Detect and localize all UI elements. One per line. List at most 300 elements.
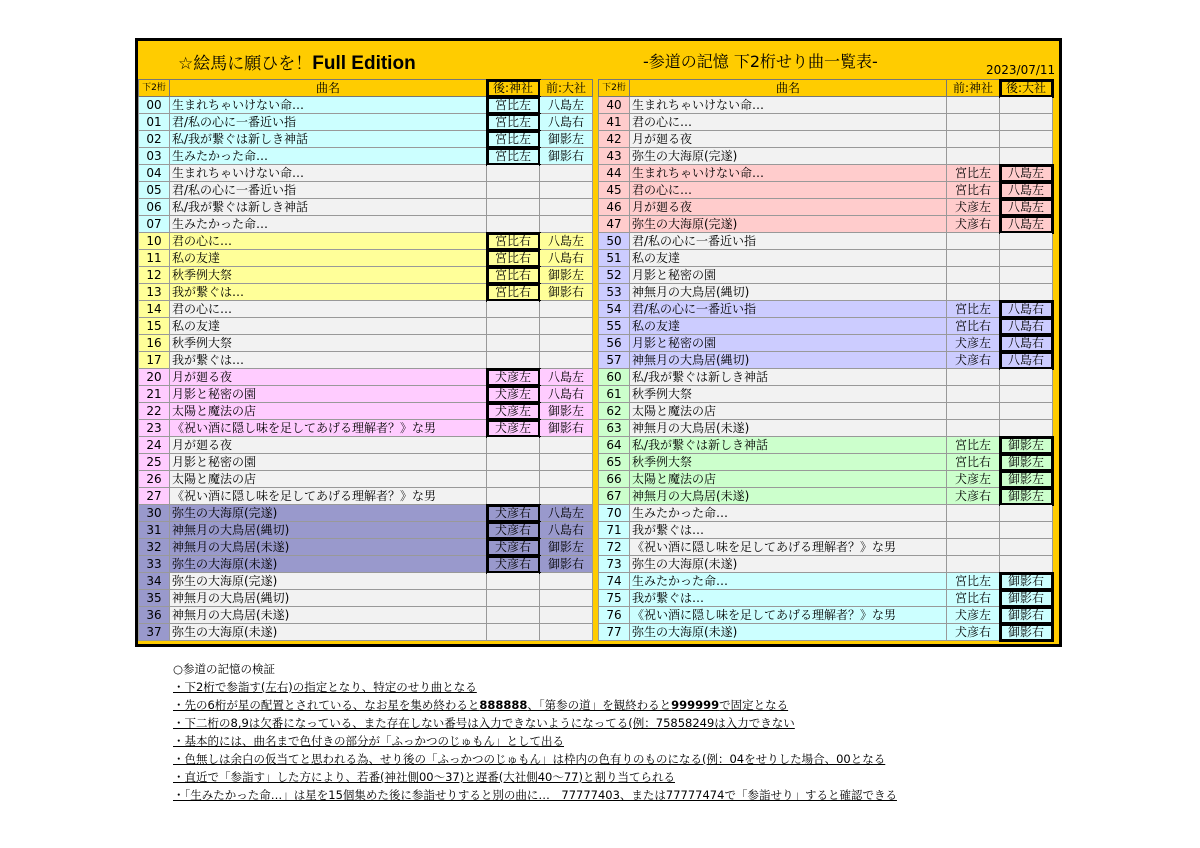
column-b-value: 御影右 bbox=[1000, 607, 1053, 624]
row-number: 06 bbox=[139, 199, 170, 216]
right-song-table bbox=[598, 79, 1053, 641]
column-b-value bbox=[1000, 284, 1053, 301]
song-name: 弥生の大海原(未遂) bbox=[630, 624, 947, 641]
song-name: 太陽と魔法の店 bbox=[170, 471, 487, 488]
column-a-value: 宮比左 bbox=[487, 148, 540, 165]
row-number: 51 bbox=[599, 250, 630, 267]
column-b-value: 御影左 bbox=[540, 403, 593, 420]
column-a-value bbox=[487, 454, 540, 471]
table-row bbox=[599, 556, 1053, 573]
column-b-value bbox=[540, 318, 593, 335]
column-a-value bbox=[947, 233, 1000, 250]
column-a-value bbox=[947, 386, 1000, 403]
table-row bbox=[599, 369, 1053, 386]
column-b-value bbox=[1000, 369, 1053, 386]
column-a-value: 犬彦右 bbox=[487, 556, 540, 573]
table-row bbox=[139, 284, 593, 301]
table-row bbox=[139, 471, 593, 488]
row-number: 71 bbox=[599, 522, 630, 539]
column-b-value bbox=[540, 301, 593, 318]
column-a-value bbox=[947, 267, 1000, 284]
column-a-value: 犬彦右 bbox=[487, 539, 540, 556]
song-name: 我が繋ぐは… bbox=[630, 590, 947, 607]
note-line bbox=[173, 750, 897, 768]
column-a-value bbox=[487, 590, 540, 607]
column-a-value: 犬彦右 bbox=[947, 352, 1000, 369]
song-name: 神無月の大鳥居(縄切) bbox=[630, 284, 947, 301]
column-a-value bbox=[487, 335, 540, 352]
column-a-value bbox=[487, 488, 540, 505]
song-name: 生まれちゃいけない命… bbox=[170, 97, 487, 114]
column-b-value: 八島右 bbox=[540, 114, 593, 131]
column-b-value: 八島右 bbox=[540, 522, 593, 539]
table-row bbox=[599, 539, 1053, 556]
table-row bbox=[599, 573, 1053, 590]
row-number: 03 bbox=[139, 148, 170, 165]
note-text: ・色無しは余白の仮当てと思われる為、せり後の「ふっかつのじゅもん」は枠内の色有りのものになる(例：04をせりした場合、00となる bbox=[173, 752, 886, 766]
column-a-value bbox=[947, 284, 1000, 301]
column-a-value bbox=[487, 624, 540, 641]
row-number: 13 bbox=[139, 284, 170, 301]
column-b-value bbox=[540, 454, 593, 471]
row-number: 64 bbox=[599, 437, 630, 454]
table-row bbox=[139, 437, 593, 454]
table-row bbox=[139, 488, 593, 505]
table-row bbox=[139, 369, 593, 386]
table-row bbox=[139, 335, 593, 352]
column-b-value: 御影右 bbox=[1000, 624, 1053, 641]
column-b-value bbox=[540, 165, 593, 182]
row-number: 17 bbox=[139, 352, 170, 369]
column-b-value bbox=[1000, 505, 1053, 522]
table-row bbox=[599, 522, 1053, 539]
song-name: 神無月の大鳥居(未遂) bbox=[170, 539, 487, 556]
left-song-table bbox=[138, 79, 593, 641]
song-name: 生みたかった命… bbox=[170, 216, 487, 233]
table-row bbox=[599, 131, 1053, 148]
table-row bbox=[599, 386, 1053, 403]
column-a-value bbox=[947, 131, 1000, 148]
row-number: 31 bbox=[139, 522, 170, 539]
table-row bbox=[139, 556, 593, 573]
table-row bbox=[139, 97, 593, 114]
song-name: 弥生の大海原(未遂) bbox=[170, 556, 487, 573]
row-number: 10 bbox=[139, 233, 170, 250]
row-number: 40 bbox=[599, 97, 630, 114]
row-number: 01 bbox=[139, 114, 170, 131]
song-name: 私/我が繋ぐは新しき神話 bbox=[170, 199, 487, 216]
column-a-value: 犬彦左 bbox=[947, 607, 1000, 624]
row-number: 70 bbox=[599, 505, 630, 522]
right-table bbox=[598, 79, 1053, 641]
column-a-value bbox=[947, 420, 1000, 437]
song-name: 月が廻る夜 bbox=[630, 199, 947, 216]
song-name: 月が廻る夜 bbox=[630, 131, 947, 148]
song-list-sheet bbox=[135, 38, 1062, 647]
column-b-value bbox=[540, 352, 593, 369]
column-a-value bbox=[947, 505, 1000, 522]
column-a-value bbox=[487, 182, 540, 199]
song-name: 神無月の大鳥居(未遂) bbox=[630, 488, 947, 505]
table-row bbox=[599, 284, 1053, 301]
row-number: 27 bbox=[139, 488, 170, 505]
column-b-value: 御影右 bbox=[540, 148, 593, 165]
song-name: 弥生の大海原(完遂) bbox=[630, 148, 947, 165]
table-row bbox=[139, 420, 593, 437]
row-number: 05 bbox=[139, 182, 170, 199]
song-name: 弥生の大海原(未遂) bbox=[170, 624, 487, 641]
column-a-value: 宮比右 bbox=[487, 267, 540, 284]
table-row bbox=[139, 624, 593, 641]
column-b-value: 八島右 bbox=[540, 250, 593, 267]
column-header-song: 曲名 bbox=[170, 80, 487, 97]
column-a-value: 犬彦右 bbox=[947, 216, 1000, 233]
column-a-value: 犬彦左 bbox=[487, 369, 540, 386]
column-b-value bbox=[1000, 386, 1053, 403]
table-row bbox=[599, 233, 1053, 250]
row-number: 52 bbox=[599, 267, 630, 284]
row-number: 33 bbox=[139, 556, 170, 573]
column-b-value: 御影右 bbox=[540, 556, 593, 573]
column-a-value: 犬彦左 bbox=[947, 335, 1000, 352]
table-row bbox=[139, 539, 593, 556]
table-row bbox=[139, 182, 593, 199]
song-name: 秋季例大祭 bbox=[630, 386, 947, 403]
song-name: 秋季例大祭 bbox=[630, 454, 947, 471]
column-a-value: 犬彦左 bbox=[947, 199, 1000, 216]
column-b-value bbox=[1000, 148, 1053, 165]
table-row bbox=[139, 250, 593, 267]
song-name: 我が繋ぐは… bbox=[170, 284, 487, 301]
column-b-value: 八島右 bbox=[1000, 352, 1053, 369]
table-row bbox=[139, 148, 593, 165]
header-row bbox=[599, 80, 1053, 97]
column-b-value: 八島右 bbox=[1000, 301, 1053, 318]
table-row bbox=[139, 233, 593, 250]
column-header-number: 下2桁 bbox=[139, 80, 170, 97]
table-row bbox=[599, 165, 1053, 182]
row-number: 36 bbox=[139, 607, 170, 624]
song-name: 《祝い酒に隠し味を足してあげる理解者？》な男 bbox=[630, 539, 947, 556]
column-b-value bbox=[1000, 97, 1053, 114]
column-a-value: 犬彦右 bbox=[947, 624, 1000, 641]
column-b-value bbox=[540, 335, 593, 352]
column-b-value: 御影右 bbox=[1000, 573, 1053, 590]
column-b-value: 御影右 bbox=[540, 284, 593, 301]
title-text: ☆絵馬に願ひを！ bbox=[178, 54, 313, 74]
table-row bbox=[139, 131, 593, 148]
row-number: 37 bbox=[139, 624, 170, 641]
note-text: で固定となる bbox=[719, 698, 789, 712]
table-row bbox=[599, 471, 1053, 488]
row-number: 30 bbox=[139, 505, 170, 522]
column-a-value bbox=[947, 522, 1000, 539]
row-number: 14 bbox=[139, 301, 170, 318]
column-a-value bbox=[487, 607, 540, 624]
song-name: 我が繋ぐは… bbox=[170, 352, 487, 369]
table-row bbox=[139, 454, 593, 471]
row-number: 00 bbox=[139, 97, 170, 114]
row-number: 74 bbox=[599, 573, 630, 590]
column-a-value: 宮比左 bbox=[947, 573, 1000, 590]
song-name: 弥生の大海原(完遂) bbox=[630, 216, 947, 233]
row-number: 56 bbox=[599, 335, 630, 352]
note-line bbox=[173, 786, 897, 804]
row-number: 07 bbox=[139, 216, 170, 233]
table-row bbox=[599, 250, 1053, 267]
column-header-song: 曲名 bbox=[630, 80, 947, 97]
column-b-value bbox=[1000, 556, 1053, 573]
sheet-date: 2023/07/11 bbox=[986, 63, 1056, 77]
column-b-value: 八島右 bbox=[1000, 318, 1053, 335]
table-row bbox=[139, 318, 593, 335]
row-number: 54 bbox=[599, 301, 630, 318]
notes-section bbox=[173, 660, 897, 804]
column-a-value: 宮比左 bbox=[487, 131, 540, 148]
column-b-value bbox=[540, 182, 593, 199]
row-number: 50 bbox=[599, 233, 630, 250]
table-row bbox=[599, 97, 1053, 114]
column-b-value bbox=[540, 199, 593, 216]
row-number: 04 bbox=[139, 165, 170, 182]
column-a-value bbox=[947, 97, 1000, 114]
song-name: 神無月の大鳥居(縄切) bbox=[170, 590, 487, 607]
column-a-value bbox=[487, 216, 540, 233]
column-a-value: 宮比右 bbox=[487, 233, 540, 250]
song-name: 生まれちゃいけない命… bbox=[630, 165, 947, 182]
table-row bbox=[599, 182, 1053, 199]
song-name: 《祝い酒に隠し味を足してあげる理解者？》な男 bbox=[170, 488, 487, 505]
table-row bbox=[139, 505, 593, 522]
song-name: 君/私の心に一番近い指 bbox=[630, 301, 947, 318]
row-number: 63 bbox=[599, 420, 630, 437]
column-header-b: 後:大社 bbox=[1000, 80, 1053, 97]
column-a-value: 犬彦左 bbox=[487, 420, 540, 437]
row-number: 55 bbox=[599, 318, 630, 335]
column-b-value bbox=[540, 216, 593, 233]
table-row bbox=[599, 403, 1053, 420]
song-name: 生まれちゃいけない命… bbox=[170, 165, 487, 182]
column-b-value: 御影右 bbox=[1000, 590, 1053, 607]
song-name: 私/我が繋ぐは新しき神話 bbox=[630, 437, 947, 454]
column-a-value bbox=[487, 301, 540, 318]
column-b-value bbox=[540, 624, 593, 641]
song-name: 秋季例大祭 bbox=[170, 267, 487, 284]
table-row bbox=[139, 114, 593, 131]
table-row bbox=[599, 352, 1053, 369]
column-b-value bbox=[1000, 267, 1053, 284]
song-name: 弥生の大海原(完遂) bbox=[170, 573, 487, 590]
row-number: 65 bbox=[599, 454, 630, 471]
column-a-value: 犬彦左 bbox=[487, 403, 540, 420]
song-name: 私の友達 bbox=[630, 250, 947, 267]
column-a-value: 宮比左 bbox=[947, 437, 1000, 454]
table-row bbox=[139, 352, 593, 369]
table-row bbox=[139, 386, 593, 403]
column-b-value: 八島右 bbox=[1000, 335, 1053, 352]
row-number: 60 bbox=[599, 369, 630, 386]
row-number: 76 bbox=[599, 607, 630, 624]
song-name: 月影と秘密の園 bbox=[170, 386, 487, 403]
column-b-value bbox=[1000, 539, 1053, 556]
note-line bbox=[173, 696, 897, 714]
song-name: 生みたかった命… bbox=[630, 505, 947, 522]
column-b-value: 御影左 bbox=[1000, 454, 1053, 471]
note-text: 888888 bbox=[479, 698, 528, 712]
column-a-value bbox=[487, 352, 540, 369]
row-number: 15 bbox=[139, 318, 170, 335]
song-name: 君の心に… bbox=[630, 182, 947, 199]
column-b-value: 八島左 bbox=[1000, 182, 1053, 199]
row-number: 73 bbox=[599, 556, 630, 573]
column-b-value bbox=[540, 488, 593, 505]
song-name: 私の友達 bbox=[170, 250, 487, 267]
column-header-a: 前:神社 bbox=[947, 80, 1000, 97]
column-a-value bbox=[487, 318, 540, 335]
row-number: 34 bbox=[139, 573, 170, 590]
song-name: 弥生の大海原(完遂) bbox=[170, 505, 487, 522]
song-name: 太陽と魔法の店 bbox=[630, 471, 947, 488]
row-number: 72 bbox=[599, 539, 630, 556]
column-a-value: 宮比右 bbox=[947, 590, 1000, 607]
row-number: 26 bbox=[139, 471, 170, 488]
column-header-a: 後:神社 bbox=[487, 80, 540, 97]
table-row bbox=[599, 488, 1053, 505]
row-number: 62 bbox=[599, 403, 630, 420]
table-row bbox=[599, 454, 1053, 471]
row-number: 66 bbox=[599, 471, 630, 488]
table-row bbox=[139, 573, 593, 590]
song-name: 生みたかった命… bbox=[630, 573, 947, 590]
table-row bbox=[139, 216, 593, 233]
song-name: 《祝い酒に隠し味を足してあげる理解者？》な男 bbox=[170, 420, 487, 437]
song-name: 生みたかった命… bbox=[170, 148, 487, 165]
row-number: 35 bbox=[139, 590, 170, 607]
column-b-value: 八島左 bbox=[1000, 216, 1053, 233]
song-name: 私/我が繋ぐは新しき神話 bbox=[630, 369, 947, 386]
column-a-value bbox=[947, 114, 1000, 131]
song-name: 私/我が繋ぐは新しき神話 bbox=[170, 131, 487, 148]
notes-heading: ○参道の記憶の検証 bbox=[173, 662, 276, 676]
table-row bbox=[599, 437, 1053, 454]
row-number: 12 bbox=[139, 267, 170, 284]
song-name: 君の心に… bbox=[170, 233, 487, 250]
column-a-value: 宮比左 bbox=[487, 114, 540, 131]
row-number: 25 bbox=[139, 454, 170, 471]
song-name: 君/私の心に一番近い指 bbox=[630, 233, 947, 250]
column-b-value bbox=[540, 607, 593, 624]
sheet-title bbox=[178, 49, 416, 75]
table-row bbox=[139, 165, 593, 182]
note-text: ・「生みたかった命…」は星を15個集めた後に参詣せりすると別の曲に… 77777403、または77777474で「参詣せり」すると確認できる bbox=[173, 788, 897, 802]
note-text: ・直近で「参詣す」した方により、若番(神社側00～37)と遅番(大社側40～77)と割り当てられる bbox=[173, 770, 675, 784]
column-a-value: 宮比右 bbox=[947, 182, 1000, 199]
column-a-value: 宮比左 bbox=[487, 97, 540, 114]
song-name: 太陽と魔法の店 bbox=[630, 403, 947, 420]
table-row bbox=[599, 199, 1053, 216]
column-header-number: 下2桁 bbox=[599, 80, 630, 97]
column-b-value bbox=[1000, 522, 1053, 539]
column-b-value bbox=[1000, 131, 1053, 148]
song-name: 秋季例大祭 bbox=[170, 335, 487, 352]
column-b-value bbox=[540, 437, 593, 454]
song-name: 私の友達 bbox=[170, 318, 487, 335]
column-a-value: 犬彦左 bbox=[947, 471, 1000, 488]
column-a-value: 宮比右 bbox=[947, 454, 1000, 471]
row-number: 42 bbox=[599, 131, 630, 148]
table-row bbox=[599, 267, 1053, 284]
column-b-value: 御影左 bbox=[540, 267, 593, 284]
note-line bbox=[173, 714, 897, 732]
table-row bbox=[139, 590, 593, 607]
column-b-value: 御影右 bbox=[540, 420, 593, 437]
table-row bbox=[599, 148, 1053, 165]
song-name: 私の友達 bbox=[630, 318, 947, 335]
table-row bbox=[599, 624, 1053, 641]
sheet-subtitle: -参道の記憶 下2桁せり曲一覧表- bbox=[643, 52, 878, 71]
column-a-value bbox=[487, 437, 540, 454]
table-row bbox=[599, 301, 1053, 318]
column-a-value: 犬彦右 bbox=[947, 488, 1000, 505]
column-a-value: 犬彦左 bbox=[487, 386, 540, 403]
song-name: 神無月の大鳥居(未遂) bbox=[170, 607, 487, 624]
note-text: ・基本的には、曲名まで色付きの部分が「ふっかつのじゅもん」として出る bbox=[173, 734, 564, 748]
song-name: 生まれちゃいけない命… bbox=[630, 97, 947, 114]
column-b-value: 八島左 bbox=[540, 369, 593, 386]
column-a-value: 犬彦右 bbox=[487, 505, 540, 522]
row-number: 22 bbox=[139, 403, 170, 420]
column-a-value bbox=[947, 539, 1000, 556]
table-row bbox=[599, 420, 1053, 437]
song-name: 月影と秘密の園 bbox=[630, 267, 947, 284]
table-row bbox=[599, 216, 1053, 233]
column-b-value: 御影左 bbox=[1000, 437, 1053, 454]
note-text: 999999 bbox=[671, 698, 720, 712]
column-b-value: 八島左 bbox=[1000, 199, 1053, 216]
column-b-value bbox=[1000, 250, 1053, 267]
header-row bbox=[139, 80, 593, 97]
row-number: 32 bbox=[139, 539, 170, 556]
row-number: 61 bbox=[599, 386, 630, 403]
left-table bbox=[138, 79, 593, 641]
note-line bbox=[173, 732, 897, 750]
row-number: 24 bbox=[139, 437, 170, 454]
row-number: 53 bbox=[599, 284, 630, 301]
row-number: 23 bbox=[139, 420, 170, 437]
table-row bbox=[139, 607, 593, 624]
song-name: 神無月の大鳥居(未遂) bbox=[630, 420, 947, 437]
row-number: 44 bbox=[599, 165, 630, 182]
song-name: 神無月の大鳥居(縄切) bbox=[170, 522, 487, 539]
table-row bbox=[139, 199, 593, 216]
row-number: 47 bbox=[599, 216, 630, 233]
table-row bbox=[139, 403, 593, 420]
column-a-value bbox=[947, 556, 1000, 573]
song-name: 君の心に… bbox=[170, 301, 487, 318]
note-text: 、「第参の道」を観終わると bbox=[527, 698, 672, 712]
song-name: 弥生の大海原(未遂) bbox=[630, 556, 947, 573]
song-name: 君/私の心に一番近い指 bbox=[170, 182, 487, 199]
title-edition: Full Edition bbox=[312, 53, 416, 74]
song-name: 月が廻る夜 bbox=[170, 437, 487, 454]
table-row bbox=[599, 335, 1053, 352]
column-b-value bbox=[540, 590, 593, 607]
row-number: 43 bbox=[599, 148, 630, 165]
table-row bbox=[599, 590, 1053, 607]
column-a-value: 犬彦右 bbox=[487, 522, 540, 539]
note-line bbox=[173, 678, 897, 696]
table-row bbox=[599, 318, 1053, 335]
